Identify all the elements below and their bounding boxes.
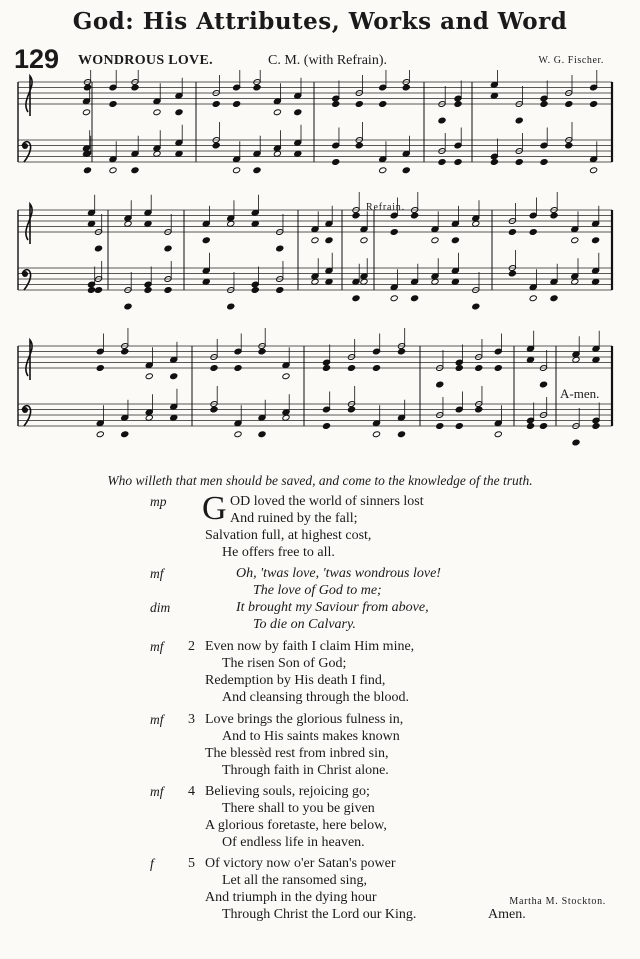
note-head bbox=[475, 365, 483, 372]
note-head bbox=[397, 348, 405, 355]
note-head bbox=[372, 431, 380, 438]
note-head bbox=[251, 287, 259, 294]
note-head bbox=[282, 373, 290, 380]
note-head bbox=[153, 109, 161, 116]
note-head bbox=[258, 348, 266, 355]
note-head bbox=[490, 159, 498, 166]
note-head bbox=[550, 295, 558, 302]
note-head bbox=[571, 237, 579, 244]
note-head bbox=[96, 365, 104, 372]
verse-line: Of endless life in heaven. bbox=[222, 835, 365, 850]
note-head bbox=[539, 381, 547, 388]
hymn-title: WONDROUS LOVE. bbox=[78, 53, 213, 68]
verse-line: Through Christ the Lord our King. bbox=[222, 907, 417, 922]
note-head bbox=[233, 101, 241, 108]
note-head bbox=[472, 303, 480, 310]
note-head bbox=[144, 287, 152, 294]
stanza-number: 3 bbox=[188, 712, 195, 727]
note-head bbox=[451, 237, 459, 244]
verse-line: The risen Son of God; bbox=[222, 656, 347, 671]
note-head bbox=[402, 167, 410, 174]
note-head bbox=[540, 101, 548, 108]
note-head bbox=[145, 373, 153, 380]
note-head bbox=[379, 167, 387, 174]
verse-line: Even now by faith I claim Him mine, bbox=[205, 639, 415, 654]
note-head bbox=[234, 365, 242, 372]
amen-label: A-men. bbox=[560, 386, 600, 401]
note-head bbox=[411, 295, 419, 302]
refrain-line: The love of God to me; bbox=[253, 583, 382, 598]
verse-line: And cleansing through the blood. bbox=[222, 690, 410, 705]
note-head bbox=[164, 287, 172, 294]
note-head bbox=[210, 406, 218, 413]
note-head bbox=[550, 212, 558, 219]
note-head bbox=[332, 101, 340, 108]
note-head bbox=[508, 270, 516, 277]
note-head bbox=[202, 237, 210, 244]
note-head bbox=[455, 423, 463, 430]
note-head bbox=[164, 245, 172, 252]
note-head bbox=[322, 423, 330, 430]
note-head bbox=[276, 245, 284, 252]
note-head bbox=[124, 303, 132, 310]
dynamic-mark: mf bbox=[150, 566, 164, 581]
note-head bbox=[390, 295, 398, 302]
note-head bbox=[322, 365, 330, 372]
note-head bbox=[455, 365, 463, 372]
note-head bbox=[590, 101, 598, 108]
note-head bbox=[311, 237, 319, 244]
note-head bbox=[175, 109, 183, 116]
note-head bbox=[276, 287, 284, 294]
note-head bbox=[411, 212, 419, 219]
note-head bbox=[94, 245, 102, 252]
note-head bbox=[325, 237, 333, 244]
note-head bbox=[82, 109, 90, 116]
note-head bbox=[355, 142, 363, 149]
note-head bbox=[360, 237, 368, 244]
note-head bbox=[258, 431, 266, 438]
note-head bbox=[253, 167, 261, 174]
note-head bbox=[515, 117, 523, 124]
note-head bbox=[379, 101, 387, 108]
dynamic-mark: mf bbox=[150, 639, 164, 654]
note-head bbox=[372, 365, 380, 372]
verse-line: Of victory now o'er Satan's power bbox=[205, 856, 396, 871]
note-head bbox=[94, 287, 102, 294]
note-head bbox=[253, 84, 261, 91]
hymn-number: 129 bbox=[14, 44, 60, 74]
verse-line: Let all the ransomed sing, bbox=[222, 873, 368, 888]
note-head bbox=[540, 159, 548, 166]
note-head bbox=[539, 423, 547, 430]
verse-line: And triumph in the dying hour bbox=[205, 890, 377, 905]
note-head bbox=[347, 406, 355, 413]
verse-line: A glorious foretaste, here below, bbox=[205, 818, 387, 833]
dynamic-mark: dim bbox=[150, 600, 171, 615]
verse-line: And to His saints makes known bbox=[222, 729, 400, 744]
note-head bbox=[83, 167, 91, 174]
note-head bbox=[526, 423, 534, 430]
scripture-verse: Who willeth that men should be saved, and come to the knowledge of the truth. bbox=[107, 473, 533, 488]
verse-line: Love brings the glorious fulness in, bbox=[205, 712, 404, 727]
note-head bbox=[592, 423, 600, 430]
dynamic-mark: mf bbox=[150, 712, 164, 727]
section-title: God: His Attributes, Works and Word bbox=[72, 8, 568, 35]
staff-lines bbox=[18, 76, 612, 426]
note-head bbox=[454, 159, 462, 166]
note-head bbox=[565, 101, 573, 108]
note-head bbox=[212, 142, 220, 149]
refrain-line: Oh, 'twas love, 'twas wondrous love! bbox=[236, 566, 441, 581]
drop-cap: G bbox=[202, 490, 227, 527]
note-head bbox=[572, 439, 580, 446]
verse-line: There shall to you be given bbox=[222, 801, 375, 816]
refrain-line: It brought my Saviour from above, bbox=[236, 600, 429, 615]
verse-line: He offers free to all. bbox=[222, 545, 335, 560]
music-score bbox=[0, 70, 640, 470]
note-head bbox=[454, 101, 462, 108]
note-head bbox=[390, 229, 398, 236]
note-head bbox=[431, 237, 439, 244]
verse-line: The blessèd rest from inbred sin, bbox=[205, 746, 389, 761]
verse-line: Through faith in Christ alone. bbox=[222, 763, 389, 778]
note-head bbox=[438, 159, 446, 166]
dynamic-mark: mf bbox=[150, 784, 164, 799]
refrain-label: Refrain. bbox=[366, 202, 405, 213]
dynamic-mark: f bbox=[150, 856, 154, 871]
hymn-composer: W. G. Fischer. bbox=[538, 55, 604, 66]
stanza-number: 4 bbox=[188, 784, 195, 799]
note-head bbox=[352, 212, 360, 219]
verse-line: Redemption by His death I find, bbox=[205, 673, 386, 688]
note-head bbox=[273, 109, 281, 116]
note-head bbox=[592, 237, 600, 244]
note-head bbox=[565, 142, 573, 149]
note-head bbox=[494, 431, 502, 438]
note-head bbox=[347, 365, 355, 372]
note-head bbox=[212, 101, 220, 108]
notes bbox=[82, 70, 600, 446]
note-head bbox=[87, 287, 95, 294]
verse-line: OD loved the world of sinners lost bbox=[230, 494, 424, 509]
verse-line: Salvation full, at highest cost, bbox=[205, 528, 372, 543]
note-head bbox=[109, 101, 117, 108]
verse-line: Believing souls, rejoicing go; bbox=[205, 784, 370, 799]
note-head bbox=[475, 406, 483, 413]
note-head bbox=[234, 431, 242, 438]
note-head bbox=[508, 229, 516, 236]
verse-line: And ruined by the fall; bbox=[230, 511, 358, 526]
note-head bbox=[170, 373, 178, 380]
amen-text: Amen. bbox=[488, 907, 526, 922]
note-head bbox=[96, 431, 104, 438]
note-head bbox=[529, 295, 537, 302]
note-head bbox=[332, 159, 340, 166]
stanza-number: 5 bbox=[188, 856, 195, 871]
note-head bbox=[121, 431, 129, 438]
note-head bbox=[494, 365, 502, 372]
note-head bbox=[590, 167, 598, 174]
hymn-meter: C. M. (with Refrain). bbox=[268, 53, 387, 68]
note-head bbox=[436, 423, 444, 430]
note-head bbox=[397, 431, 405, 438]
author-credit: Martha M. Stockton. bbox=[509, 896, 606, 907]
note-head bbox=[529, 229, 537, 236]
note-head bbox=[131, 84, 139, 91]
refrain-line: To die on Calvary. bbox=[253, 617, 356, 632]
note-head bbox=[121, 348, 129, 355]
note-head bbox=[131, 167, 139, 174]
stanza-number: 2 bbox=[188, 639, 195, 654]
note-head bbox=[515, 159, 523, 166]
note-head bbox=[438, 117, 446, 124]
note-head bbox=[436, 381, 444, 388]
note-head bbox=[210, 365, 218, 372]
note-head bbox=[83, 84, 91, 91]
note-head bbox=[233, 167, 241, 174]
note-head bbox=[227, 303, 235, 310]
note-head bbox=[109, 167, 117, 174]
note-head bbox=[352, 295, 360, 302]
note-head bbox=[294, 109, 302, 116]
note-head bbox=[402, 84, 410, 91]
note-head bbox=[355, 101, 363, 108]
dynamic-mark: mp bbox=[150, 494, 167, 509]
